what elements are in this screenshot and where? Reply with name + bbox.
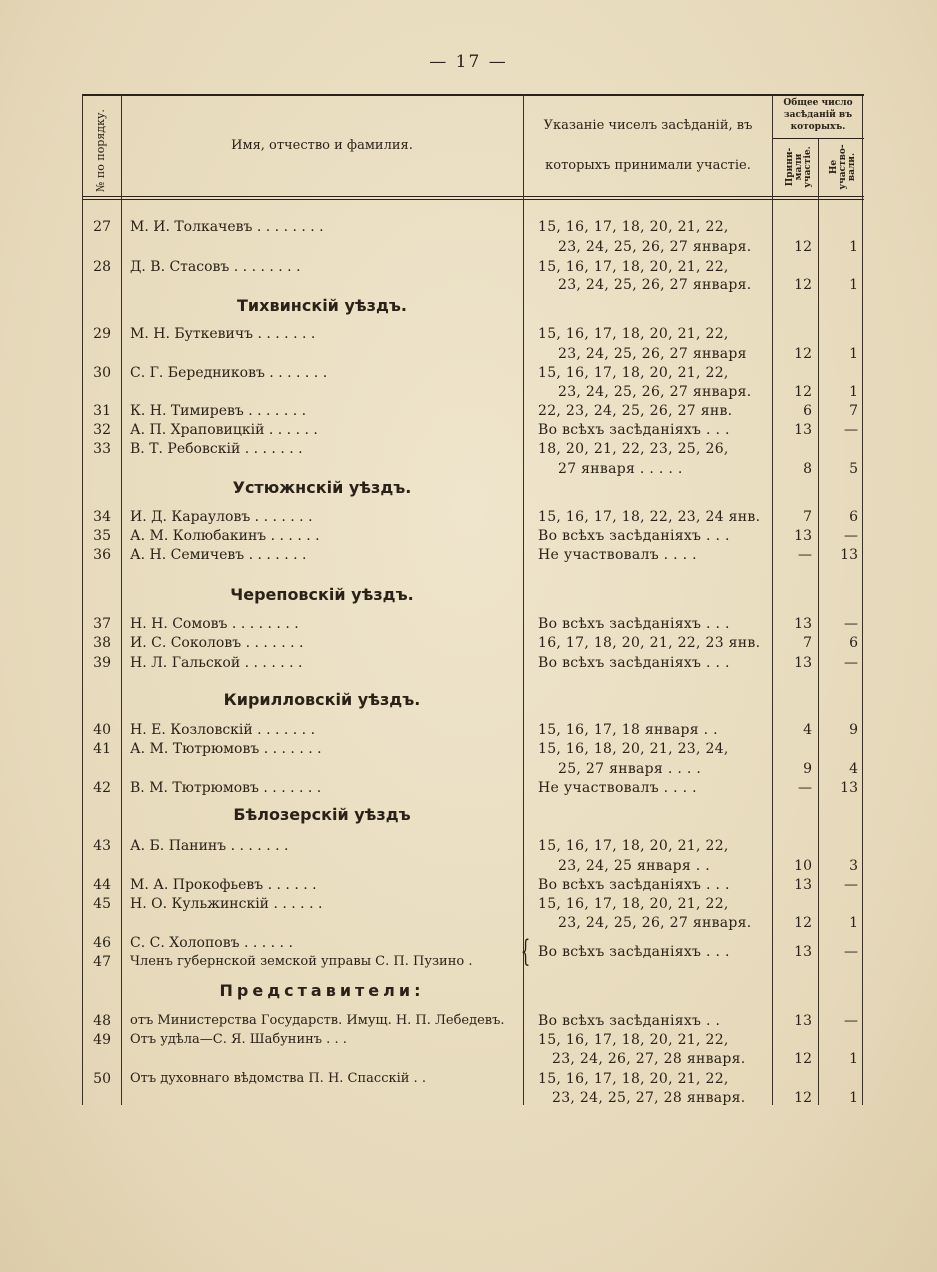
header-bottom-rule [82,196,864,197]
row-name: С. Г. Бередниковъ . . . . . . . [130,365,328,381]
row-dates: 15, 16, 17, 18 января . . [538,722,718,738]
row-dates: Во всѣхъ засѣданіяхъ . . . [538,616,730,632]
row-number: 44 [93,877,111,893]
row-not-part: 1 [849,384,858,400]
row-took-part: 13 [794,422,812,438]
row-name: А. М. Тютрюмовъ . . . . . . . [130,741,322,757]
row-took-part: 13 [794,655,812,671]
section-cherepovets: Череповскій уѣздъ. [230,585,414,604]
section-representatives: Представители: [219,981,425,1000]
row-dates: 15, 16, 17, 18, 20, 21, 22, [538,1071,729,1087]
row-dates: 15, 16, 17, 18, 20, 21, 22, [538,259,729,275]
row-number: 35 [93,528,111,544]
row-name: М. И. Толкачевъ . . . . . . . . [130,219,324,235]
row-took-part: 7 [803,635,812,651]
section-ustyuzhna: Устюжнскій уѣздъ. [232,478,412,497]
row-dates: 15, 16, 17, 18, 20, 21, 22, [538,326,729,342]
row-number: 39 [93,655,111,671]
row-not-part: 13 [840,780,858,796]
row-number: 38 [93,635,111,651]
table-top-rule [82,94,864,96]
row-name: Н. О. Кульжинскій . . . . . . [130,896,323,912]
row-number: 48 [93,1013,111,1029]
right-border [862,95,863,1105]
row-name: В. М. Тютрюмовъ . . . . . . . [130,780,322,796]
col-divider-totals [818,139,819,1105]
row-number: 30 [93,365,111,381]
row-number: 37 [93,616,111,632]
header-col-dates-line1: Указаніе чиселъ засѣданій, въ [543,118,753,133]
row-took-part: 13 [794,616,812,632]
row-number: 33 [93,441,111,457]
row-not-part: 6 [849,509,858,525]
row-name: К. Н. Тимиревъ . . . . . . . [130,403,307,419]
row-not-part: 1 [849,277,858,293]
row-took-part: 12 [794,915,812,931]
row-not-part: — [844,877,858,893]
row-not-part: 5 [849,461,858,477]
row-took-part: 12 [794,1051,812,1067]
row-name: Отъ удѣла—С. Я. Шабунинъ . . . [130,1032,347,1047]
row-not-part: — [844,616,858,632]
row-number: 43 [93,838,111,854]
row-dates: Во всѣхъ засѣданіяхъ . . . [538,655,730,671]
row-name: А. Н. Семичевъ . . . . . . . [130,547,307,563]
row-took-part: 13 [794,1013,812,1029]
row-dates-cont: 23, 24, 26, 27, 28 января. [552,1051,746,1067]
row-number: 46 [93,935,111,951]
row-number: 47 [93,954,111,970]
header-bottom-rule-2 [82,199,864,200]
row-name: Отъ духовнаго вѣдомства П. Н. Спасскій . . [130,1071,426,1086]
left-border [82,95,83,1105]
row-name: С. С. Холоповъ . . . . . . [130,935,293,951]
row-name: А. М. Колюбакинъ . . . . . . [130,528,320,544]
row-took-part: 13 [794,877,812,893]
row-number: 36 [93,547,111,563]
brace-bracket-icon: { [520,934,531,969]
row-not-part: 1 [849,915,858,931]
row-name: отъ Министерства Государств. Имущ. Н. П. Лебедевъ. [130,1013,505,1028]
row-dates: Во всѣхъ засѣданіяхъ . . . [538,944,730,960]
col-divider-dates [772,95,773,1105]
row-took-part: — [798,780,812,796]
row-dates-cont: 23, 24, 25, 26, 27 января. [558,384,752,400]
row-name: Д. В. Стасовъ . . . . . . . . [130,259,301,275]
row-number: 34 [93,509,111,525]
section-belozersk: Бѣлозерскій уѣздъ [233,805,411,824]
row-dates-cont: 27 января . . . . . [558,461,683,477]
row-dates: 15, 16, 17, 18, 20, 21, 22, [538,219,729,235]
row-dates: 15, 16, 17, 18, 20, 21, 22, [538,896,729,912]
row-not-part: — [844,422,858,438]
row-number: 31 [93,403,111,419]
row-took-part: 6 [803,403,812,419]
row-name: А. Б. Панинъ . . . . . . . [130,838,289,854]
row-not-part: 1 [849,346,858,362]
row-dates-cont: 23, 24, 25, 26, 27 января. [558,239,752,255]
row-name: М. А. Прокофьевъ . . . . . . [130,877,317,893]
page-number: — 17 — [429,52,508,72]
row-took-part: 4 [803,722,812,738]
row-took-part: 12 [794,346,812,362]
row-took-part: 13 [794,528,812,544]
row-dates: Во всѣхъ засѣданіяхъ . . [538,1013,721,1029]
row-name: В. Т. Ребовскій . . . . . . . [130,441,303,457]
row-number: 42 [93,780,111,796]
row-took-part: 12 [794,1090,812,1106]
row-name: И. Д. Карауловъ . . . . . . . [130,509,313,525]
row-dates-cont: 23, 24, 25, 26, 27 января. [558,277,752,293]
row-number: 40 [93,722,111,738]
row-dates: 22, 23, 24, 25, 26, 27 янв. [538,403,733,419]
row-took-part: 13 [794,944,812,960]
row-dates: 15, 16, 17, 18, 20, 21, 22, [538,838,729,854]
row-not-part: — [844,655,858,671]
row-number: 29 [93,326,111,342]
header-col-number: № по порядку. [94,109,107,192]
row-dates-cont: 23, 24, 25, 27, 28 января. [552,1090,746,1106]
row-not-part: — [844,944,858,960]
row-took-part: 10 [794,858,812,874]
row-name: А. П. Храповицкій . . . . . . [130,422,318,438]
header-col-not-part: Не участво-вали. [829,144,857,190]
row-took-part: 12 [794,239,812,255]
row-dates: Во всѣхъ засѣданіяхъ . . . [538,877,730,893]
row-not-part: 3 [849,858,858,874]
header-col-name: Имя, отчество и фамилия. [231,138,413,153]
row-number: 28 [93,259,111,275]
row-name: М. Н. Буткевичъ . . . . . . . [130,326,316,342]
row-dates-cont: 25, 27 января . . . . [558,761,702,777]
row-took-part: 8 [803,461,812,477]
section-kirillov: Кирилловскій уѣздъ. [223,690,421,709]
row-name: Н. Л. Гальской . . . . . . . [130,655,303,671]
row-dates: Не участвовалъ . . . . [538,780,697,796]
row-took-part: — [798,547,812,563]
row-number: 50 [93,1071,111,1087]
row-dates: 15, 16, 17, 18, 20, 21, 22, [538,1032,729,1048]
row-dates: 15, 16, 18, 20, 21, 23, 24, [538,741,729,757]
row-took-part: 12 [794,277,812,293]
section-tikhvin: Тихвинскій уѣздъ. [237,296,407,315]
row-not-part: 4 [849,761,858,777]
row-not-part: — [844,1013,858,1029]
row-number: 45 [93,896,111,912]
row-dates-cont: 23, 24, 25 января . . [558,858,710,874]
row-took-part: 7 [803,509,812,525]
row-dates-cont: 23, 24, 25, 26, 27 января [558,346,747,362]
row-dates: 15, 16, 17, 18, 20, 21, 22, [538,365,729,381]
row-took-part: 12 [794,384,812,400]
row-not-part: 6 [849,635,858,651]
row-not-part: — [844,528,858,544]
row-name: Членъ губернской земской управы С. П. Пузино . [130,954,473,969]
row-name: Н. Е. Козловскій . . . . . . . [130,722,316,738]
header-col-total-line3: которыхъ. [790,122,846,132]
row-dates: Не участвовалъ . . . . [538,547,697,563]
row-not-part: 13 [840,547,858,563]
row-not-part: 7 [849,403,858,419]
row-name: Н. Н. Сомовъ . . . . . . . . [130,616,299,632]
row-dates: 18, 20, 21, 22, 23, 25, 26, [538,441,729,457]
row-not-part: 1 [849,1051,858,1067]
row-not-part: 9 [849,722,858,738]
row-dates: 15, 16, 17, 18, 22, 23, 24 янв. [538,509,761,525]
header-col-dates-line2: которыхъ принимали участіе. [545,158,751,173]
row-dates: 16, 17, 18, 20, 21, 22, 23 янв. [538,635,761,651]
row-dates: Во всѣхъ засѣданіяхъ . . . [538,422,730,438]
row-not-part: 1 [849,1090,858,1106]
row-dates-cont: 23, 24, 25, 26, 27 января. [558,915,752,931]
row-number: 27 [93,219,111,235]
row-dates: Во всѣхъ засѣданіяхъ . . . [538,528,730,544]
row-number: 49 [93,1032,111,1048]
row-not-part: 1 [849,239,858,255]
row-name: И. С. Соколовъ . . . . . . . [130,635,304,651]
row-took-part: 9 [803,761,812,777]
row-number: 41 [93,741,111,757]
header-col-took-part: Прини-мали участіе. [785,146,813,188]
header-col-total-line1: Общее число [783,98,853,108]
header-col-total-line2: засѣданій въ [783,110,853,120]
row-number: 32 [93,422,111,438]
